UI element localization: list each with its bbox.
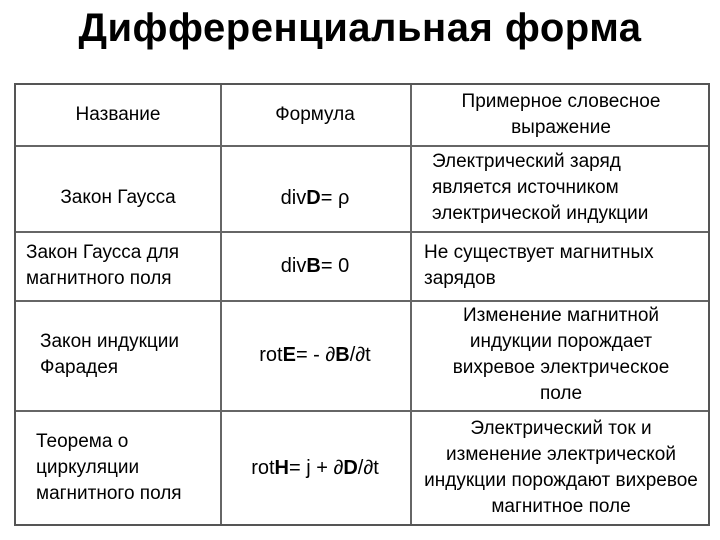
row-formula: div D = ρ (280, 187, 350, 209)
row-description: Изменение магнитной индукции порождает вихревое электрическое поле (452, 305, 670, 404)
row-description: Электрический ток и изменение электрической индукции порождают вихревое магнитное поле (424, 418, 698, 517)
row-name: Закон Гаусса (60, 187, 176, 208)
row-name: Закон индукции Фарадея (40, 331, 180, 378)
row-formula: rot H = j + ∂ D /∂t (251, 457, 379, 479)
row-formula: div B = 0 (280, 254, 350, 277)
header-name: Название (75, 104, 161, 125)
row-description: Не существует магнитных зарядов (424, 241, 654, 289)
row-description: Электрический заряд является источником электрической индукции (432, 151, 649, 224)
row-name: Закон Гаусса для магнитного поля (26, 241, 180, 289)
header-description: Примерное словесное выражение (461, 91, 661, 138)
header-formula: Формула (275, 104, 355, 125)
row-name: Теорема о циркуляции магнитного поля (36, 431, 182, 504)
page-title: Дифференциальная форма (78, 6, 642, 50)
row-formula: rot E = - ∂ B /∂t (259, 344, 371, 366)
equations-table (14, 83, 710, 526)
